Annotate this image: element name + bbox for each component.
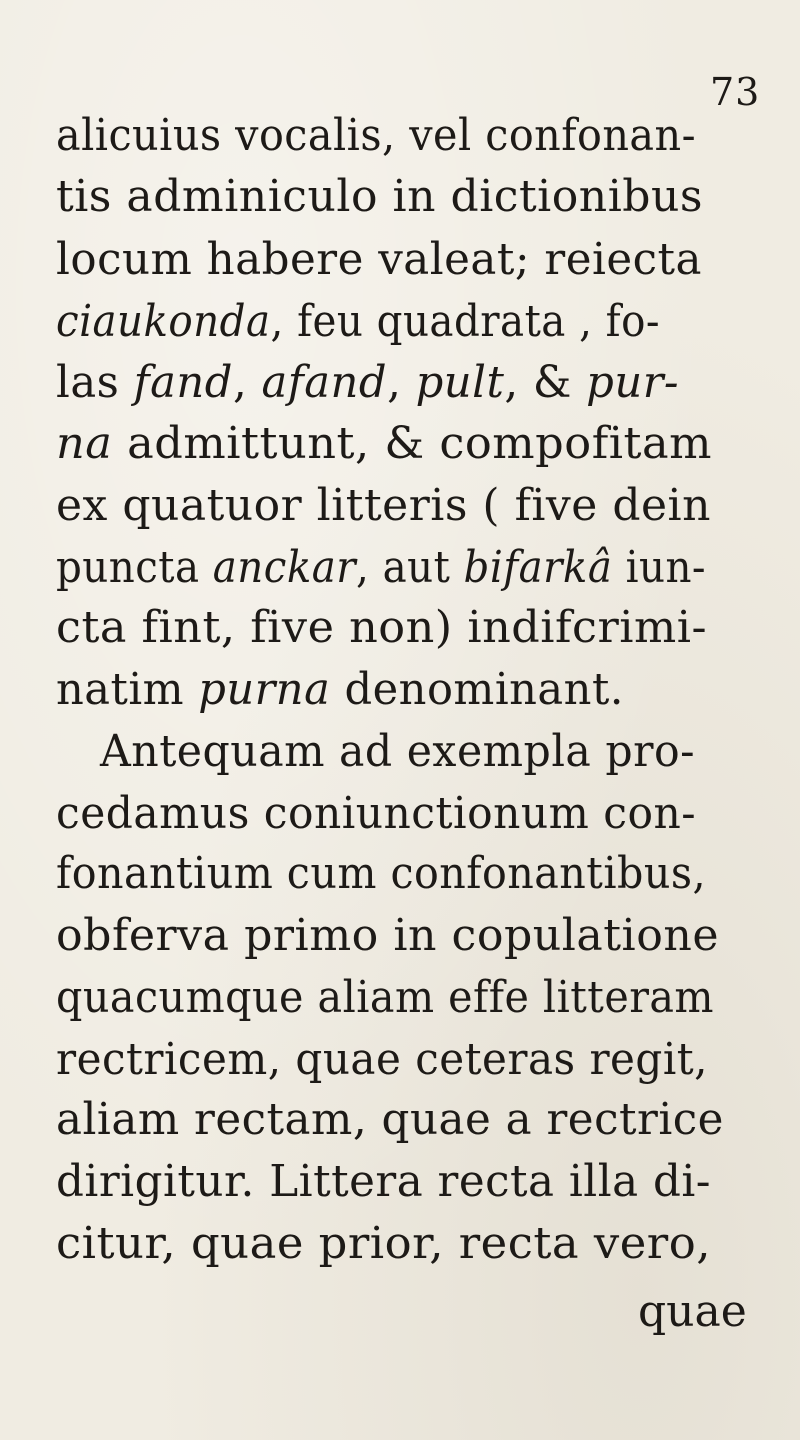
text-run: dirigitur. Littera recta illa di- [56,1156,712,1207]
text-run: fonantium cum confonantibus, [56,848,707,899]
text-run: las [56,357,134,408]
text-run: , aut [356,542,464,593]
italic-term: bifarkâ [463,542,613,593]
text-run: puncta [56,542,213,593]
text-run: cedamus coniunctionum con- [56,788,697,839]
text-run: rectricem, quae ceteras regit, [56,1034,708,1085]
catchword: quae [638,1286,747,1337]
italic-term: anckar [212,542,357,593]
text-line [100,726,696,777]
italic-term: na [56,418,113,469]
italic-term: pur- [586,357,679,408]
text-line [56,418,712,469]
text-line [56,480,711,531]
text-run: aliam rectam, quae a rectrice [56,1094,724,1145]
text-line [56,1094,724,1145]
text-line [56,1156,712,1207]
text-run: citur, quae prior, recta vero, [56,1218,712,1269]
text-line [56,910,720,961]
text-run: iun- [612,542,707,593]
italic-term: fand [133,357,233,408]
italic-term: afand [261,357,388,408]
text-line [56,110,697,161]
text-line [56,602,708,653]
text-run: , [232,357,262,408]
text-run: admittunt, & compofitam [112,418,712,469]
text-line [56,848,707,899]
italic-term: pult [415,357,505,408]
italic-term: ciaukonda [56,296,271,347]
text-run: tis adminiculo in dictionibus [56,171,704,222]
text-run: obferva primo in copulatione [56,910,720,961]
text-run: alicuius vocalis, vel confonan- [56,110,697,161]
text-line [56,1218,712,1269]
text-run: , feu quadrata , fo- [270,296,660,347]
text-line [56,296,660,347]
text-run: quacumque aliam effe litteram [56,972,715,1023]
page-number: 73 [710,70,761,114]
text-run: natim [56,664,199,715]
text-run: ex quatuor litteris ( five dein [56,480,711,531]
text-run: , [387,357,416,408]
text-run: , & [504,357,587,408]
text-line [56,972,715,1023]
text-line [56,1034,708,1085]
text-run: cta fint, five non) indifcrimi- [56,602,708,653]
italic-term: purna [198,664,331,715]
text-line [56,357,679,408]
text-run: Antequam ad exempla pro- [100,726,696,777]
text-run: denominant. [330,664,624,715]
text-line [56,664,624,715]
text-line [56,788,697,839]
text-run: locum habere valeat; reiecta [56,234,702,285]
text-line [56,542,707,593]
text-line [56,234,702,285]
text-line [56,171,704,222]
